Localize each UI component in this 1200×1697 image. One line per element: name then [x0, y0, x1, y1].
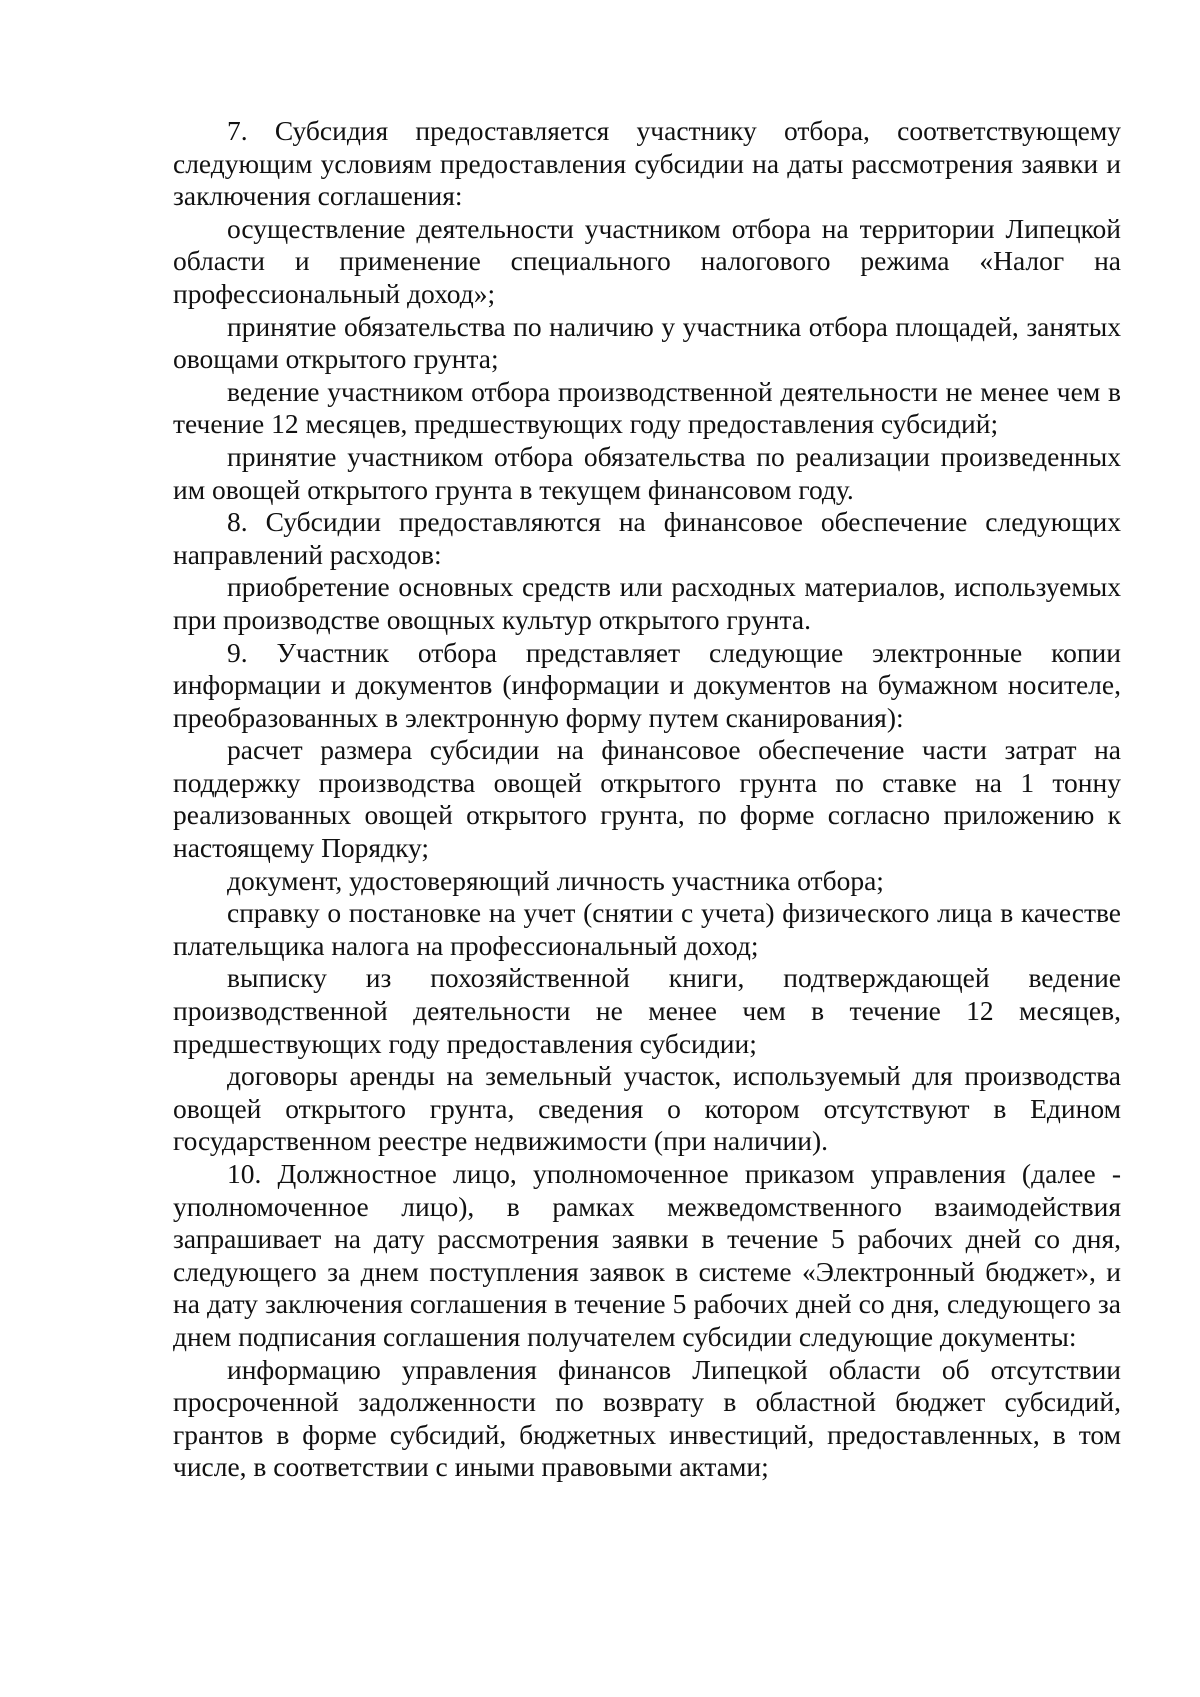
paragraph-7-conditions: 7. Субсидия предоставляется участнику отбора, соответствующему следующим условиям предоставления субсидии на даты рассмотрения заявки и заключения соглашения: — [173, 115, 1121, 212]
document-body — [173, 115, 1121, 1484]
paragraph-subsidy-calculation: расчет размера субсидии на финансовое обеспечение части затрат на поддержку производства овощей открытого грунта по ставке на 1 тонну реализованных овощей открытого грунта, по форме согласно приложению к настоящему Порядку; — [173, 734, 1121, 864]
paragraph-identity-document: документ, удостоверяющий личность участника отбора; — [227, 864, 884, 896]
paragraph-area-obligation: принятие обязательства по наличию у участника отбора площадей, занятых овощами открытого грунта; — [173, 310, 1121, 375]
paragraph-9-documents: 9. Участник отбора представляет следующие электронные копии информации и документов (информации и документов на бумажном носителе, преобразованных в электронную форму путем сканирования): — [173, 636, 1121, 733]
paragraph-activity-lipetsk: осуществление деятельности участником отбора на территории Липецкой области и применение специального налогового режима «Налог на профессиональный доход»; — [173, 212, 1121, 309]
paragraph-tax-registration: справку о постановке на учет (снятии с учета) физического лица в качестве плательщика налога на профессиональный доход; — [173, 897, 1121, 961]
paragraph-sales-obligation: принятие участником отбора обязательства по реализации произведенных им овощей открытого грунта в текущем финансовом году. — [173, 440, 1121, 505]
paragraph-finance-department-info: информацию управления финансов Липецкой области об отсутствии просроченной задолженности по возврату в областной бюджет субсидий, грантов в форме субсидий, бюджетных инвестиций, предоставленных, в том числе, в соответствии с иными правовыми актами; — [173, 1353, 1121, 1483]
paragraph-purchase-assets: приобретение основных средств или расходных материалов, используемых при производстве овощных культур открытого грунта. — [173, 571, 1121, 635]
paragraph-household-book-extract: выписку из похозяйственной книги, подтверждающей ведение производственной деятельности не менее чем в течение 12 месяцев, предшествующих году предоставления субсидии; — [173, 962, 1121, 1059]
paragraph-10-authorized-official: 10. Должностное лицо, уполномоченное приказом управления (далее - уполномоченное лицо), в рамках межведомственного взаимодействия запрашивает на дату рассмотрения заявки в течение 5 рабочих дней со дня, следующего за днем поступления заявок в системе «Электронный бюджет», и на дату заключения соглашения в течение 5 рабочих дней со дня, следующего за днем подписания соглашения получателем субсидии следующие документы: — [173, 1158, 1121, 1352]
paragraph-8-directions: 8. Субсидии предоставляются на финансовое обеспечение следующих направлений расходов: — [173, 506, 1121, 570]
paragraph-land-lease: договоры аренды на земельный участок, используемый для производства овощей открытого грунта, сведения о котором отсутствуют в Едином государственном реестре недвижимости (при наличии). — [173, 1060, 1121, 1157]
paragraph-production-12-months: ведение участником отбора производственной деятельности не менее чем в течение 12 месяцев, предшествующих году предоставления субсидий; — [173, 375, 1121, 440]
